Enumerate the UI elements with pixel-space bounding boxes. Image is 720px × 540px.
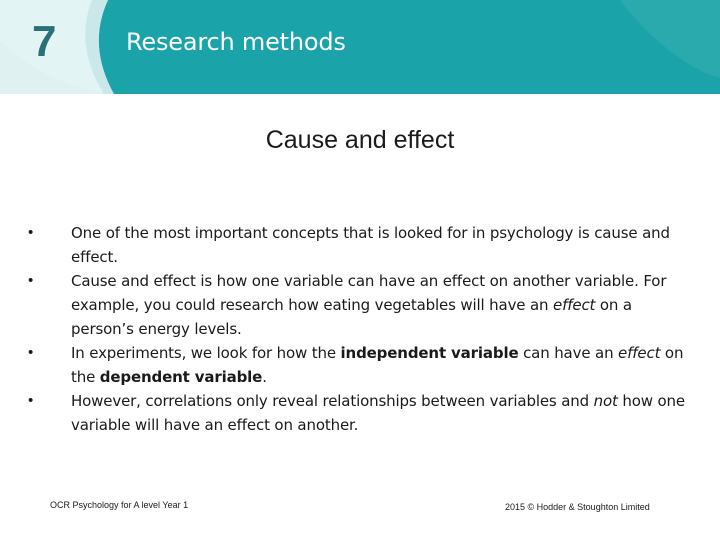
- header-title: Research methods: [126, 28, 346, 56]
- header-banner: [0, 0, 720, 94]
- footer-course-label: OCR Psychology for A level Year 1: [50, 500, 189, 510]
- bullet-text: However, correlations only reveal relationships between variables and: [71, 392, 594, 410]
- bullet-text-bold: independent variable: [340, 344, 519, 362]
- slide-title: Cause and effect: [265, 126, 455, 154]
- bullet-text: on a person’s energy levels.: [71, 296, 632, 338]
- bullet-text: One of the most important concepts that is looked for in psychology is cause and effect.: [71, 224, 670, 266]
- bullet-text-italic: not: [593, 392, 618, 410]
- bullet-text: Cause and effect is how one variable can have an effect on another variable. For example, you could research how eating vegetables will have an: [71, 272, 667, 314]
- header-swoosh-decoration: [0, 0, 720, 94]
- bullet-text: .: [262, 368, 267, 386]
- bullet-mark: •: [28, 224, 34, 241]
- footer-copyright: 2015 © Hodder & Stoughton Limited: [505, 502, 650, 512]
- bullet-text: on the: [71, 344, 684, 386]
- bullet-list: [28, 221, 688, 437]
- bullet-item: [28, 269, 688, 341]
- bullet-item: [28, 341, 688, 389]
- bullet-mark: •: [28, 392, 34, 409]
- bullet-text: how one variable will have an effect on another.: [71, 392, 685, 434]
- chapter-number: 7: [32, 17, 57, 66]
- bullet-item: [28, 221, 688, 269]
- bullet-text-italic: effect: [553, 296, 596, 314]
- bullet-text: In experiments, we look for how the: [71, 344, 341, 362]
- bullet-mark: •: [28, 344, 34, 361]
- bullet-text-italic: effect: [618, 344, 661, 362]
- bullet-text-bold: dependent variable: [99, 368, 263, 386]
- bullet-mark: •: [28, 272, 34, 289]
- bullet-text: can have an: [518, 344, 619, 362]
- bullet-item: [28, 389, 688, 437]
